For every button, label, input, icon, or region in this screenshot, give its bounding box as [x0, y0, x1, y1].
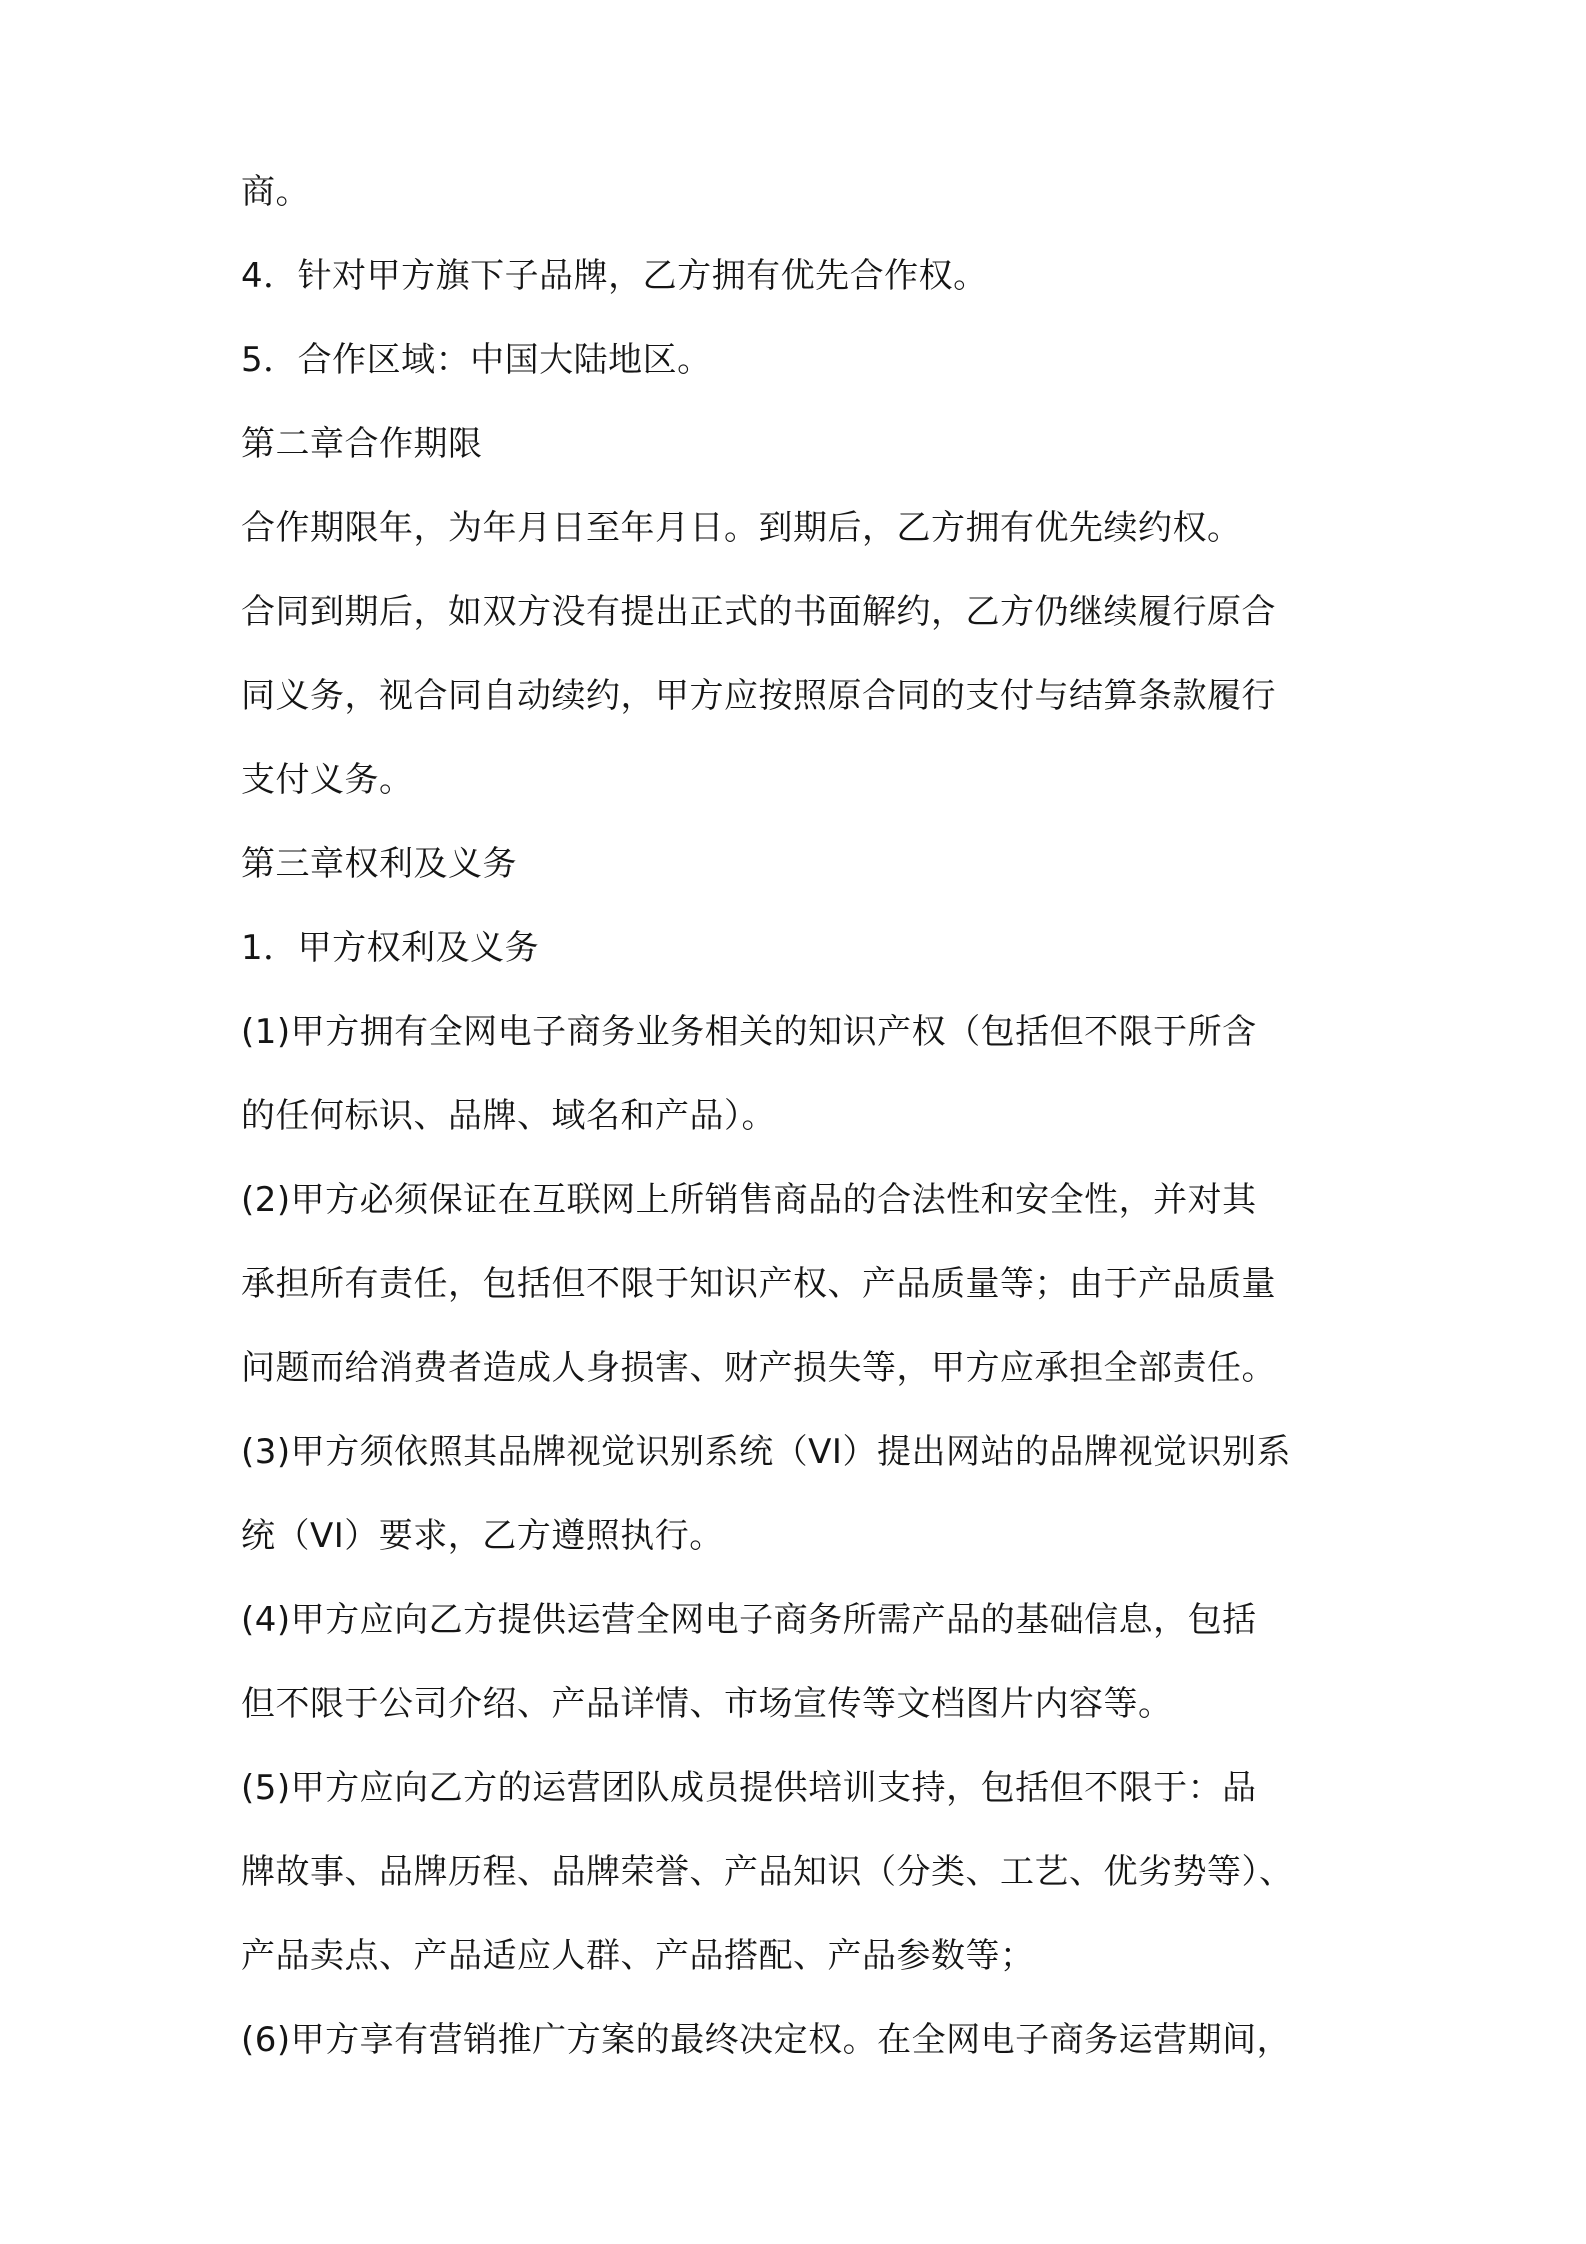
text-line: 商。: [241, 172, 310, 212]
clause-1-2: (2)甲方必须保证在互联网上所销售商品的合法性和安全性，并对其: [241, 1180, 1257, 1220]
document-body: [241, 150, 1371, 2082]
clause-1-5: (5)甲方应向乙方的运营团队成员提供培训支持，包括但不限于：品: [241, 1768, 1257, 1808]
text-line: 产品卖点、产品适应人群、产品搭配、产品参数等；: [241, 1936, 1035, 1976]
text-line: 支付义务。: [241, 760, 414, 800]
text-line: 合同到期后，如双方没有提出正式的书面解约，乙方仍继续履行原合: [241, 592, 1276, 632]
clause-1-3: (3)甲方须依照其品牌视觉识别系统（VI）提出网站的品牌视觉识别系: [241, 1432, 1291, 1472]
clause-1-6: (6)甲方享有营销推广方案的最终决定权。在全网电子商务运营期间，: [241, 2020, 1292, 2060]
text-line: 统（VI）要求，乙方遵照执行。: [241, 1516, 724, 1556]
chapter-heading-2: 第二章合作期限: [241, 424, 483, 464]
text-line: 同义务，视合同自动续约，甲方应按照原合同的支付与结算条款履行: [241, 676, 1276, 716]
text-line: 承担所有责任，包括但不限于知识产权、产品质量等；由于产品质量: [241, 1264, 1276, 1304]
clause-4: 4．针对甲方旗下子品牌，乙方拥有优先合作权。: [241, 256, 988, 296]
text-line: 问题而给消费者造成人身损害、财产损失等，甲方应承担全部责任。: [241, 1348, 1276, 1388]
chapter-heading-3: 第三章权利及义务: [241, 844, 517, 884]
clause-1-1: (1)甲方拥有全网电子商务业务相关的知识产权（包括但不限于所含: [241, 1012, 1257, 1052]
text-line: 但不限于公司介绍、产品详情、市场宣传等文档图片内容等。: [241, 1684, 1173, 1724]
clause-1-4: (4)甲方应向乙方提供运营全网电子商务所需产品的基础信息，包括: [241, 1600, 1257, 1640]
text-line: 合作期限年，为年月日至年月日。到期后，乙方拥有优先续约权。: [241, 508, 1242, 548]
clause-5: 5．合作区域：中国大陆地区。: [241, 340, 712, 380]
text-line: 牌故事、品牌历程、品牌荣誉、产品知识（分类、工艺、优劣势等）、: [241, 1852, 1294, 1892]
text-line: 的任何标识、品牌、域名和产品）。: [241, 1096, 776, 1136]
section-heading-1: 1．甲方权利及义务: [241, 928, 540, 968]
